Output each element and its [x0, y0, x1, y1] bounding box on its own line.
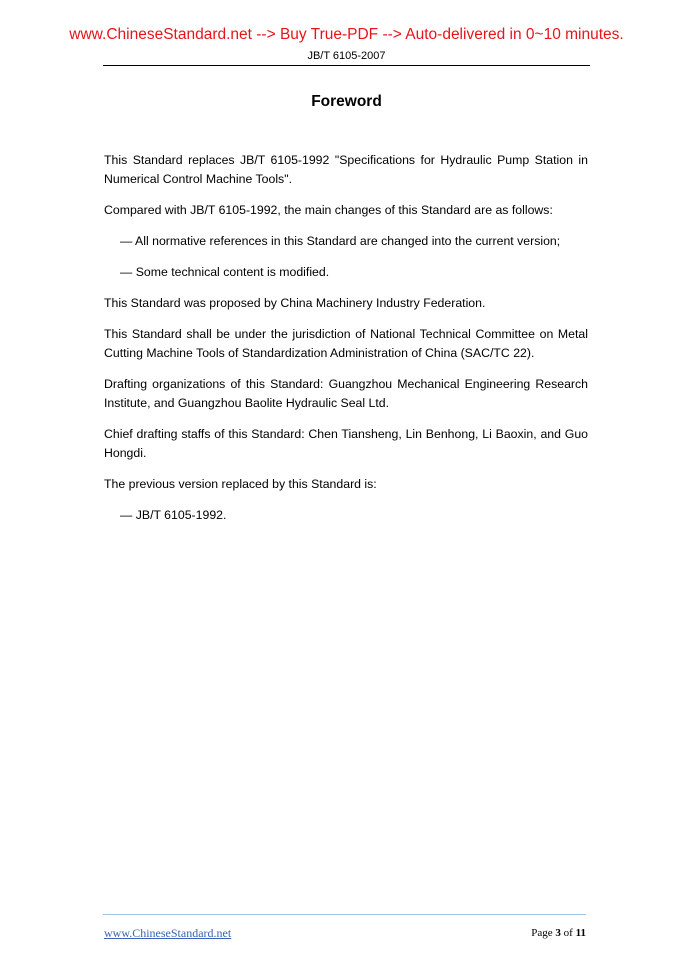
document-code: JB/T 6105-2007 [307, 50, 386, 62]
paragraph-changes-intro: Compared with JB/T 6105-1992, the main changes of this Standard are as follows: [104, 203, 553, 217]
promo-banner[interactable]: www.ChineseStandard.net --> Buy True-PDF --> Auto-delivered in 0~10 minutes. [69, 26, 624, 43]
paragraph-drafting-staff: Chief drafting staffs of this Standard: Chen Tiansheng, Lin Benhong, Li Baoxin, and Guo Hongdi. [104, 427, 588, 460]
paragraph-proposed: This Standard was proposed by China Machinery Industry Federation. [104, 296, 486, 310]
page-total: 11 [575, 927, 586, 939]
footer-divider [103, 914, 586, 915]
list-item-previous: — JB/T 6105-1992. [120, 508, 227, 522]
page-current: 3 [555, 927, 561, 939]
paragraph-jurisdiction: This Standard shall be under the jurisdiction of National Technical Committee on Metal Cutting Machine Tools of Standardization Administration of China (SAC/TC 22). [104, 327, 588, 360]
list-item-references: — All normative references in this Standard are changed into the current version; [120, 234, 561, 248]
paragraph-drafting-orgs: Drafting organizations of this Standard: Guangzhou Mechanical Engineering Research Institute, and Guangzhou Baolite Hydraulic Seal Ltd. [104, 377, 588, 410]
header-divider [103, 65, 590, 66]
document-body [104, 151, 588, 537]
page-of: of [563, 927, 573, 939]
page-number [531, 927, 586, 939]
paragraph-replaces: This Standard replaces JB/T 6105-1992 "Specifications for Hydraulic Pump Station in Numerical Control Machine Tools". [104, 153, 588, 186]
page-title: Foreword [311, 93, 382, 110]
page-label: Page [531, 927, 553, 939]
paragraph-previous-version: The previous version replaced by this Standard is: [104, 477, 377, 491]
footer-website-link[interactable]: www.ChineseStandard.net [104, 926, 232, 940]
list-item-technical: — Some technical content is modified. [120, 265, 330, 279]
